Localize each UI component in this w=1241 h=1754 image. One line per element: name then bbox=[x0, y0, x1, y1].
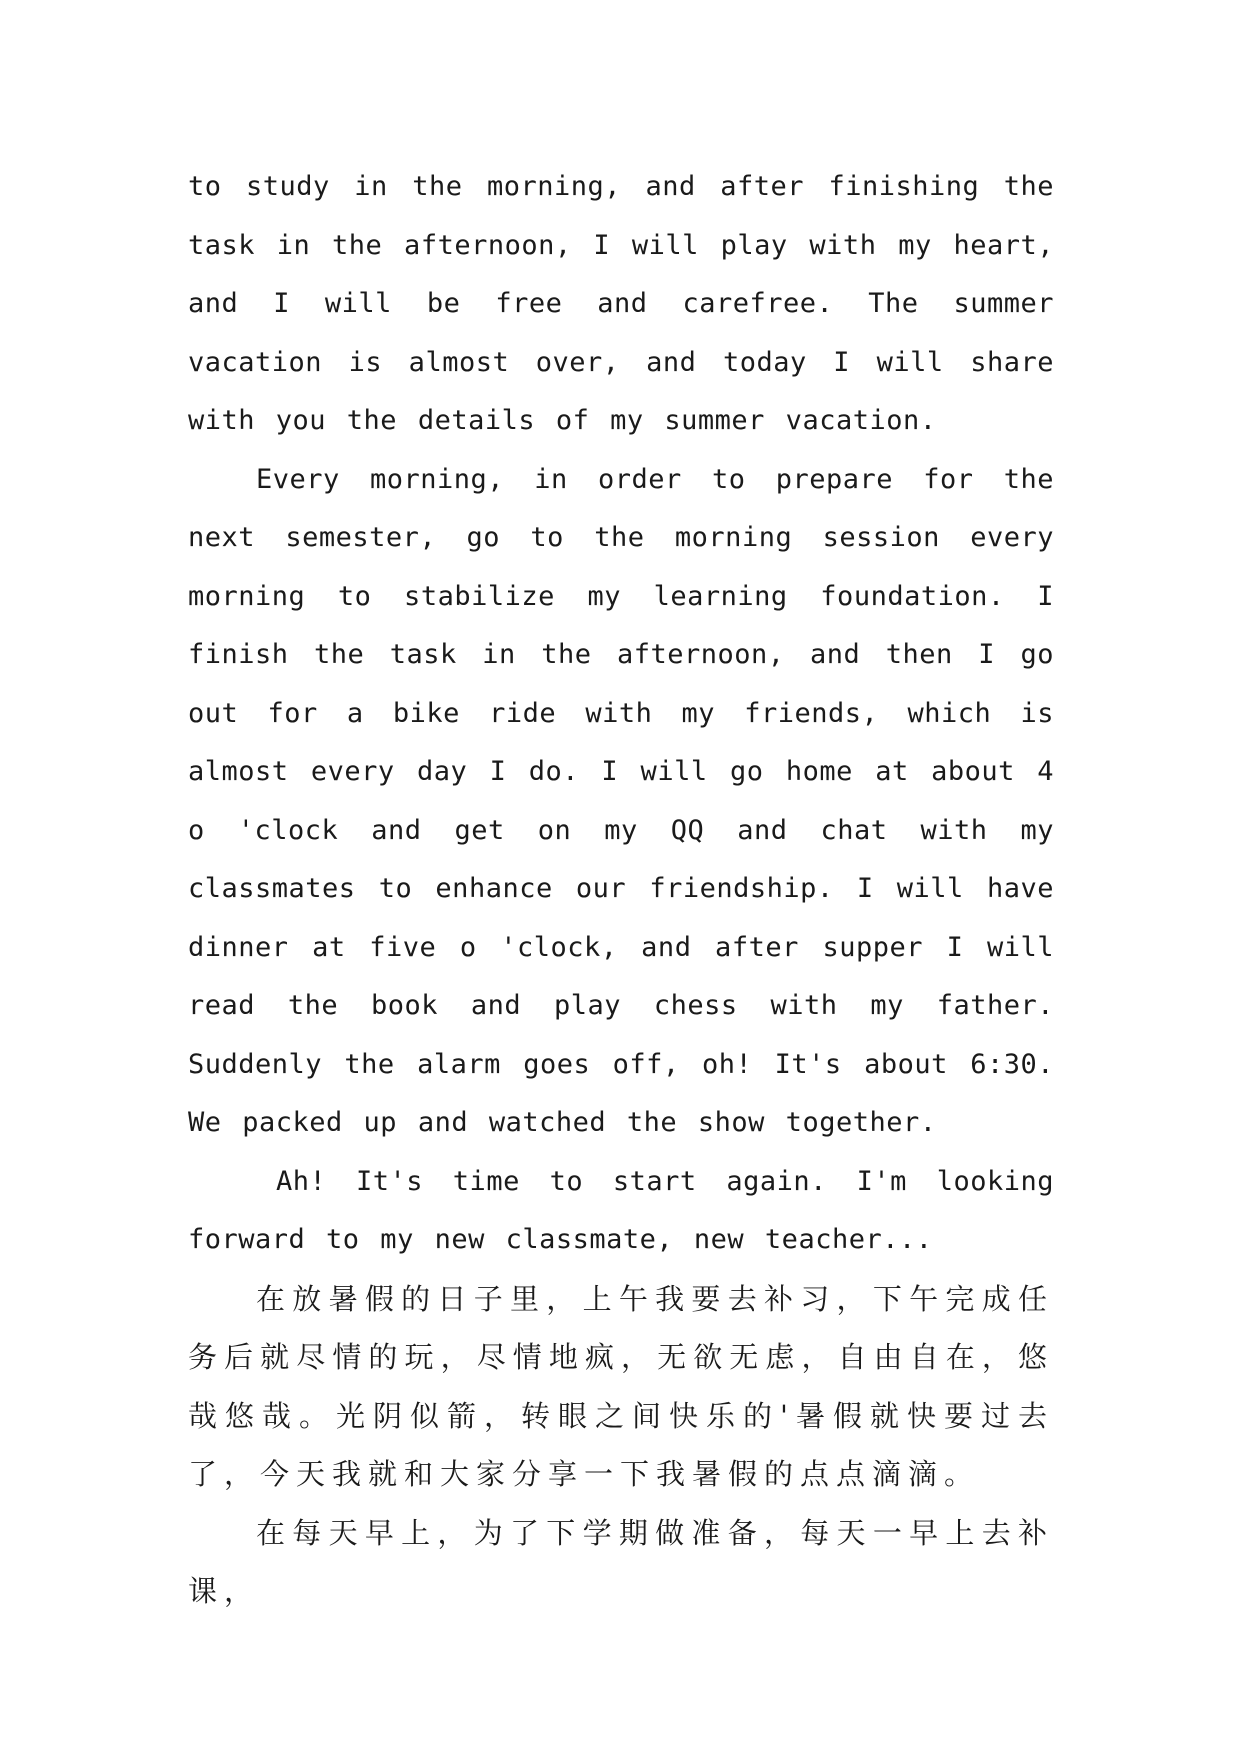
paragraph-intro-continued: to study in the morning, and after finishing the task in the afternoon, I will play with my heart, and I will be free and carefree. The summer vacation is almost over, and today I will share with you the details of my summer vacation. bbox=[188, 171, 1054, 436]
document-body bbox=[188, 158, 1054, 1621]
paragraph-chinese-summer: 在放暑假的日子里，上午我要去补习，下午完成任务后就尽情的玩，尽情地疯，无欲无虑，自由自在，悠哉悠哉。光阴似箭，转眼之间快乐的'暑假就快要过去了，今天我就和大家分享一下我暑假的点点滴滴。 bbox=[188, 1281, 1054, 1491]
paragraph-time-to-start: Ah! It's time to start again. I'm looking forward to my new classmate, new teacher... bbox=[188, 1165, 1054, 1255]
paragraph-every-morning: Every morning, in order to prepare for the next semester, go to the morning session every morning to stabilize my learning foundation. I finish the task in the afternoon, and then I go out for a bike ride with my friends, which is almost every day I do. I will go home at about 4 o 'clock and get on my QQ and chat with my classmates to enhance our friendship. I will have dinner at five o 'clock, and after supper I will read the book and play chess with my father. Suddenly the alarm goes off, oh! It's about 6:30. We packed up and watched the show together. bbox=[188, 463, 1054, 1138]
paragraph-chinese-morning: 在每天早上，为了下学期做准备，每天一早上去补课， bbox=[188, 1515, 1054, 1608]
